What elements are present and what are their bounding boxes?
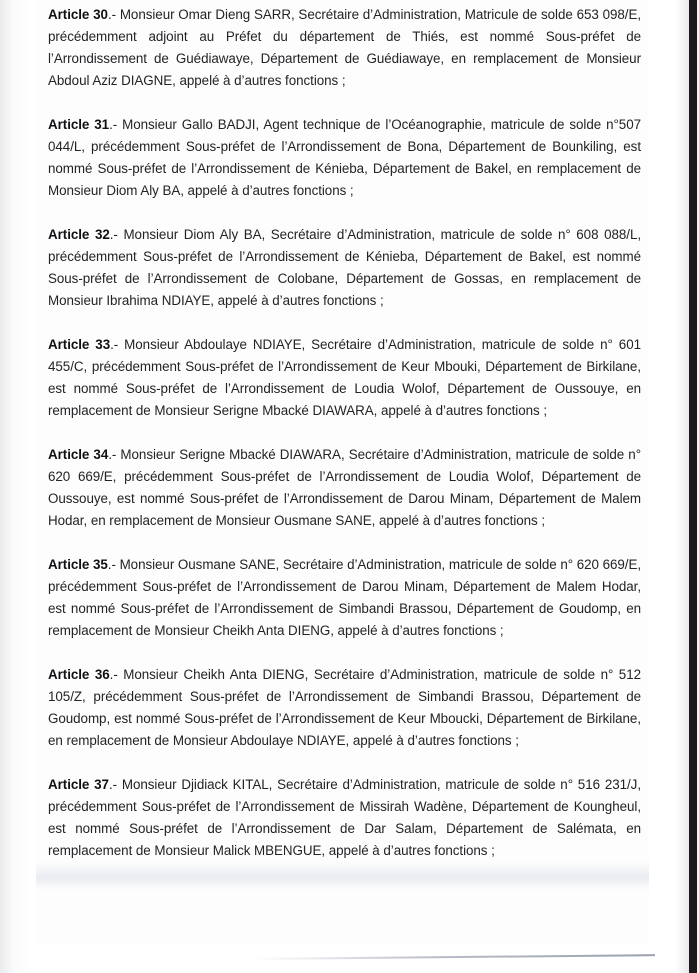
article-body: Monsieur Gallo BADJI, Agent technique de l’Océanographie, matricule de solde n°507 044/L, précédemment Sous-préfet de l’Arrondissement de Bona, Département de Bounkiling, est nommé Sous-préfet de l’Arrondissement de Kénieba, Département de Bakel, en remplacement de Monsieur Diom Aly BA, appelé à d’autres fonctions ; <box>48 117 641 198</box>
page-edge-line <box>255 954 655 960</box>
article-paragraph <box>48 334 641 422</box>
article-body: Monsieur Cheikh Anta DIENG, Secrétaire d’Administration, matricule de solde n° 512 105/Z, précédemment Sous-préfet de l’Arrondissement de Simbandi Brassou, Département de Goudomp, est nommé Sous-préfet de l’Arrondissement de Keur Mboucki, Département de Birkilane, en remplacement de Monsieur Abdoulaye NDIAYE, appelé à d’autres fonctions ; <box>48 667 642 748</box>
article-body: Monsieur Diom Aly BA, Secrétaire d’Administration, matricule de solde n° 608 088/L, précédemment Sous-préfet de l’Arrondissement de Kénieba, Département de Bakel, est nommé Sous-préfet de l’Arrondissement de Colobane, Département de Gossas, en remplacement de Monsieur Ibrahima NDIAYE, appelé à d’autres fonctions ; <box>48 227 642 308</box>
article-paragraph <box>48 554 641 642</box>
article-paragraph <box>48 664 641 752</box>
article-body: Monsieur Abdoulaye NDIAYE, Secrétaire d’Administration, matricule de solde n° 601 455/C, précédemment Sous-préfet de l’Arrondissement de Keur Mbouki, Département de Birkilane, est nommé Sous-préfet de l’Arrondissement de Loudia Wolof, Département de Oussouye, en remplacement de Monsieur Serigne Mbacké DIAWARA, appelé à d’autres fonctions ; <box>48 337 641 418</box>
article-label: Article 33 <box>48 337 111 352</box>
article-label: Article 34 <box>48 447 109 462</box>
article-paragraph <box>48 774 641 862</box>
article-paragraph <box>48 114 641 202</box>
article-list <box>48 4 641 862</box>
article-body: Monsieur Serigne Mbacké DIAWARA, Secrétaire d’Administration, matricule de solde n° 620 669/E, précédemment Sous-préfet de l’Arrondissement de Loudia Wolof, Département de Oussouye, est nommé Sous-préfet de l’Arrondissement de Darou Minam, Département de Malem Hodar, en remplacement de Monsieur Ousmane SANE, appelé à d’autres fonctions ; <box>48 447 642 528</box>
article-separator: .- <box>107 557 120 572</box>
right-scan-gutter <box>689 0 697 973</box>
article-paragraph <box>48 4 641 92</box>
article-label: Article 35 <box>48 557 108 572</box>
article-separator: .- <box>109 117 123 132</box>
article-label: Article 30 <box>48 7 108 22</box>
article-separator: .- <box>107 7 120 22</box>
article-separator: .- <box>108 447 121 462</box>
article-body: Monsieur Djidiack KITAL, Secrétaire d’Administration, matricule de solde n° 516 231/J, précédemment Sous-préfet de l’Arrondissement de Missirah Wadène, Département de Koungheul, est nommé Sous-préfet de l’Arrondissement de Dar Salam, Département de Salémata, en remplacement de Monsieur Malick MBENGUE, appelé à d’autres fonctions ; <box>48 777 642 858</box>
article-separator: .- <box>109 667 124 682</box>
article-separator: .- <box>109 227 124 242</box>
article-body: Monsieur Ousmane SANE, Secrétaire d’Administration, matricule de solde n° 620 669/E, précédemment Sous-préfet de l’Arrondissement de Darou Minam, Département de Malem Hodar, est nommé Sous-préfet de l’Arrondissement de Simbandi Brassou, Département de Goudomp, en remplacement de Monsieur Cheikh Anta DIENG, appelé à d’autres fonctions ; <box>48 557 642 638</box>
article-separator: .- <box>108 777 122 792</box>
left-scan-falloff <box>0 0 34 973</box>
article-label: Article 31 <box>48 117 110 132</box>
article-paragraph <box>48 444 641 532</box>
article-label: Article 37 <box>48 777 109 792</box>
article-label: Article 32 <box>48 227 110 242</box>
page-shadow-band <box>36 862 649 890</box>
article-paragraph <box>48 224 641 312</box>
article-separator: .- <box>110 337 125 352</box>
article-label: Article 36 <box>48 667 110 682</box>
article-body: Monsieur Omar Dieng SARR, Secrétaire d’Administration, Matricule de solde 653 098/E, précédemment adjoint au Préfet du département de Thiés, est nommé Sous-préfet de l’Arrondissement de Guédiawaye, Département de Guédiawaye, en remplacement de Monsieur Abdoul Aziz DIAGNE, appelé à d’autres fonctions ; <box>48 7 641 88</box>
right-scan-falloff <box>675 0 689 973</box>
